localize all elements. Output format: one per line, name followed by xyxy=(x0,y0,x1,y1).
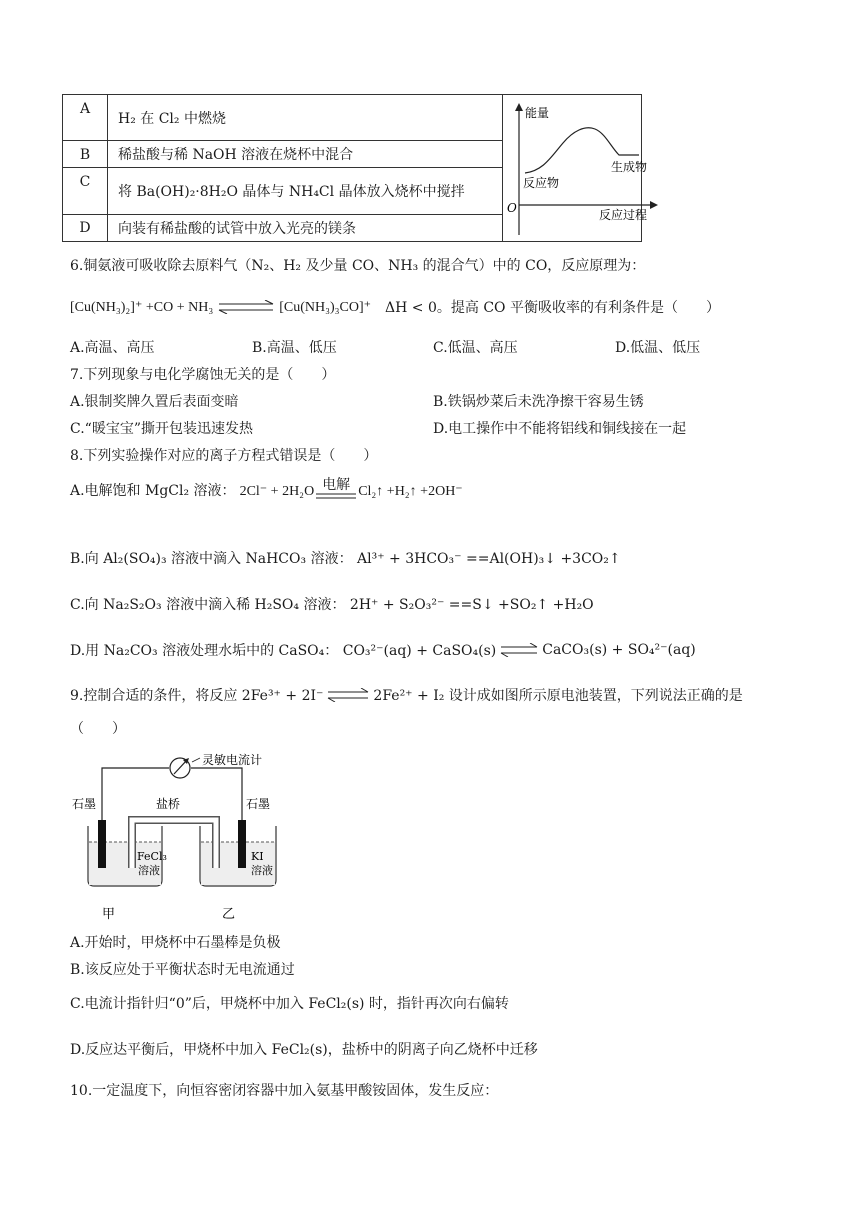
left-electrode-label: 石墨 xyxy=(72,797,97,811)
q9-stem-left: 9.控制合适的条件，将反应 2Fe³⁺ + 2I⁻ xyxy=(70,688,324,704)
x-axis-label: 反应过程 xyxy=(599,208,648,222)
left-solution-label-2: 溶液 xyxy=(138,864,160,877)
equilibrium-arrow-icon xyxy=(499,643,539,657)
product-label: 生成物 xyxy=(611,160,648,174)
salt-bridge-label: 盐桥 xyxy=(156,797,181,811)
q9-option-c: C.电流计指针归“0”后，甲烧杯中加入 FeCl₂(s) 时，指针再次向右偏转 xyxy=(70,996,509,1012)
origin-label: O xyxy=(507,201,517,215)
q6-equation-left: [Cu(NH₃)₂]⁺ +CO + NH₃ xyxy=(70,299,214,315)
left-graphite-electrode xyxy=(98,820,106,868)
left-beaker-name: 甲 xyxy=(102,907,116,922)
electrolysis-arrow xyxy=(316,478,356,500)
q6-option-b: B.高温、低压 xyxy=(252,340,337,356)
q8-stem: 8.下列实验操作对应的离子方程式错误是（ ） xyxy=(70,448,378,464)
q9-option-b: B.该反应处于平衡状态时无电流通过 xyxy=(70,962,295,978)
q6-option-d: D.低温、低压 xyxy=(615,340,701,356)
energy-diagram xyxy=(503,95,661,241)
q8-option-d xyxy=(70,640,696,660)
y-axis-label: 能量 xyxy=(525,106,550,120)
left-solution-label: FeCl₃ xyxy=(137,850,167,863)
right-solution-label: KI xyxy=(251,850,264,863)
row-label: C xyxy=(63,168,108,215)
electrolysis-label: 电解 xyxy=(322,477,351,493)
q9-option-d: D.反应达平衡后，甲烧杯中加入 FeCl₂(s)，盐桥中的阴离子向乙烧杯中迁移 xyxy=(70,1042,538,1058)
q9-stem-end: （ ） xyxy=(70,721,126,737)
q9-stem-right: 2Fe²⁺ + I₂ 设计成如图所示原电池装置，下列说法正确的是 xyxy=(373,688,743,704)
right-beaker-name: 乙 xyxy=(222,907,236,922)
galvanic-cell-diagram xyxy=(70,748,310,926)
reactant-label: 反应物 xyxy=(523,176,560,190)
double-line-icon xyxy=(316,492,356,500)
q7-option-a: A.银制奖牌久置后表面变暗 xyxy=(70,394,239,410)
options-table xyxy=(62,94,648,242)
q6-option-a: A.高温、高压 xyxy=(70,340,155,356)
q8-a-right: Cl₂↑ +H₂↑ +2OH⁻ xyxy=(358,484,463,499)
q7-stem: 7.下列现象与电化学腐蚀无关的是（ ） xyxy=(70,367,336,383)
q6-equation xyxy=(70,297,720,317)
row-text: 稀盐酸与稀 NaOH 溶液在烧杯中混合 xyxy=(108,141,503,168)
q6-stem: 6.铜氨液可吸收除去原料气（N₂、H₂ 及少量 CO、NH₃ 的混合气）中的 CO，反应原理为： xyxy=(70,258,646,274)
galvanometer-label: 灵敏电流计 xyxy=(202,753,263,767)
row-text: 将 Ba(OH)₂·8H₂O 晶体与 NH₄Cl 晶体放入烧杯中搅拌 xyxy=(108,168,503,215)
q6-option-c: C.低温、高压 xyxy=(433,340,518,356)
energy-graph-cell xyxy=(503,95,648,242)
q6-equation-right: [Cu(NH₃)₃CO]⁺ xyxy=(279,299,372,315)
q7-option-d: D.电工操作中不能将铝线和铜线接在一起 xyxy=(433,421,687,437)
q9-option-a: A.开始时，甲烧杯中石墨棒是负极 xyxy=(70,935,281,951)
row-label: B xyxy=(63,141,108,168)
q6-condition: ΔH < 0。提高 CO 平衡吸收率的有利条件是（ ） xyxy=(385,300,720,316)
equilibrium-arrow-icon xyxy=(326,688,370,702)
q8-option-a xyxy=(70,478,463,500)
q7-option-c: C.“暖宝宝”撕开包装迅速发热 xyxy=(70,421,253,437)
row-label: A xyxy=(63,95,108,141)
right-electrode-label: 石墨 xyxy=(246,797,271,811)
q8-a-prefix: A.电解饱和 MgCl₂ 溶液： xyxy=(70,483,236,499)
row-text: H₂ 在 Cl₂ 中燃烧 xyxy=(108,95,503,141)
q8-d-left: D.用 Na₂CO₃ 溶液处理水垢中的 CaSO₄： CO₃²⁻(aq) + CaSO₄(s) xyxy=(70,643,497,659)
q8-option-b: B.向 Al₂(SO₄)₃ 溶液中滴入 NaHCO₃ 溶液： Al³⁺ + 3HCO₃⁻ ==Al(OH)₃↓ +3CO₂↑ xyxy=(70,551,621,567)
q8-d-right: CaCO₃(s) + SO₄²⁻(aq) xyxy=(542,642,696,658)
q10-stem: 10.一定温度下，向恒容密闭容器中加入氨基甲酸铵固体，发生反应： xyxy=(70,1083,499,1099)
q7-option-b: B.铁锅炒菜后未洗净擦干容易生锈 xyxy=(433,394,644,410)
row-label: D xyxy=(63,215,108,242)
right-graphite-electrode xyxy=(238,820,246,868)
row-text: 向装有稀盐酸的试管中放入光亮的镁条 xyxy=(108,215,503,242)
q9-stem xyxy=(70,685,743,705)
right-solution-label-2: 溶液 xyxy=(251,864,273,877)
equilibrium-arrow-icon xyxy=(217,300,275,314)
q8-a-left: 2Cl⁻ + 2H₂O xyxy=(239,484,315,499)
q8-option-c: C.向 Na₂S₂O₃ 溶液中滴入稀 H₂SO₄ 溶液： 2H⁺ + S₂O₃²⁻ ==S↓ +SO₂↑ +H₂O xyxy=(70,597,594,613)
